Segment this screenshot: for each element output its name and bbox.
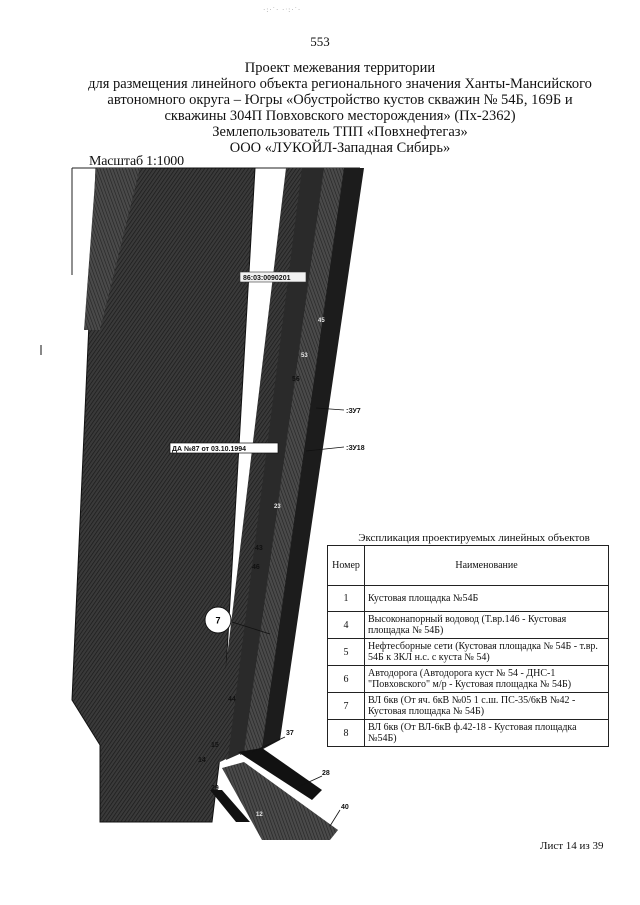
leader-point-40 [330,810,340,826]
legend-row [328,612,609,639]
point-number: 44 [228,696,236,703]
scanner-ink-marks: ·:·˙· ·ˑ:·˙· [263,6,302,14]
cadastral-number: 86:03:0090201 [243,275,291,282]
legend-row-name: ВЛ 6кв (От ВЛ-6кВ ф.42-18 - Кустовая площадка №54Б) [365,720,609,747]
title-line: для размещения линейного объекта регионального значения Ханты-Мансийского [88,76,592,92]
legend-row [328,666,609,693]
title-line: Проект межевания территории [244,60,436,76]
legend-col-name: Наименование [365,546,609,586]
title-line: скважины 304П Повховского месторождения» (Пх-2362) [164,108,516,124]
page-number: 553 [310,34,330,49]
point-number: 28 [322,770,330,777]
point-number: 37 [286,730,294,737]
legend-caption: Экспликация проектируемых линейных объектов [358,532,590,544]
legend-row-number: 6 [328,666,365,693]
legend-row-number: 1 [328,586,365,612]
point-number: 29 [211,785,219,792]
point-number: 40 [341,804,349,811]
point-number: 46 [252,564,260,571]
point-number: 56 [292,376,300,383]
legend-row-number: 7 [328,693,365,720]
point-number: 53 [301,353,308,359]
point-number: 45 [318,318,325,324]
legend-row-number: 5 [328,639,365,666]
land-plot-label-zu7: :ЗУ7 [346,408,361,415]
object-marker-label: 7 [215,615,221,626]
legend-row [328,720,609,747]
point-number: 12 [256,812,263,818]
legend-row-name: Кустовая площадка №54Б [365,586,609,612]
scale-label: Масштаб 1:1000 [89,154,184,169]
legend-row-name: Высоконапорный водовод (Т.вр.146 - Кустовая площадка № 54Б) [365,612,609,639]
land-plot-label-zu18: :ЗУ18 [346,445,365,452]
sheet-counter: Лист 14 из 39 [540,840,604,852]
legend-row-name: ВЛ 6кв (От яч. 6кВ №05 1 с.ш. ПС-35/6кВ №42 - Кустовая площадка № 54Б) [365,693,609,720]
lease-label: ДА №87 от 03.10.1994 [172,446,247,453]
point-number: 43 [255,545,263,552]
legend-row-name: Нефтесборные сети (Кустовая площадка № 54Б - т.вр. 54Б к ЗКЛ н.с. с куста № 54) [365,639,609,666]
point-number: 30 [221,799,229,806]
legend-row-number: 8 [328,720,365,747]
title-line: автономного округа – Югры «Обустройство кустов скважин № 54Б, 169Б и [107,92,573,108]
legend-row [328,586,609,612]
title-line: ООО «ЛУКОЙЛ-Западная Сибирь» [229,140,451,156]
point-number: 23 [274,504,281,510]
legend-row-number: 4 [328,612,365,639]
legend-row-name: Автодорога (Автодорога куст № 54 - ДНС-1 "Повховского" м/р - Кустовая площадка № 54Б) [365,666,609,693]
title-line: Землепользователь ТПП «Повхнефтегаз» [212,124,468,140]
legend-table [327,545,609,747]
legend-row [328,693,609,720]
legend-col-number: Номер [328,546,365,586]
legend-row [328,639,609,666]
legend-header-row [328,546,609,586]
point-number: 15 [211,742,219,749]
point-number: 14 [198,757,206,764]
